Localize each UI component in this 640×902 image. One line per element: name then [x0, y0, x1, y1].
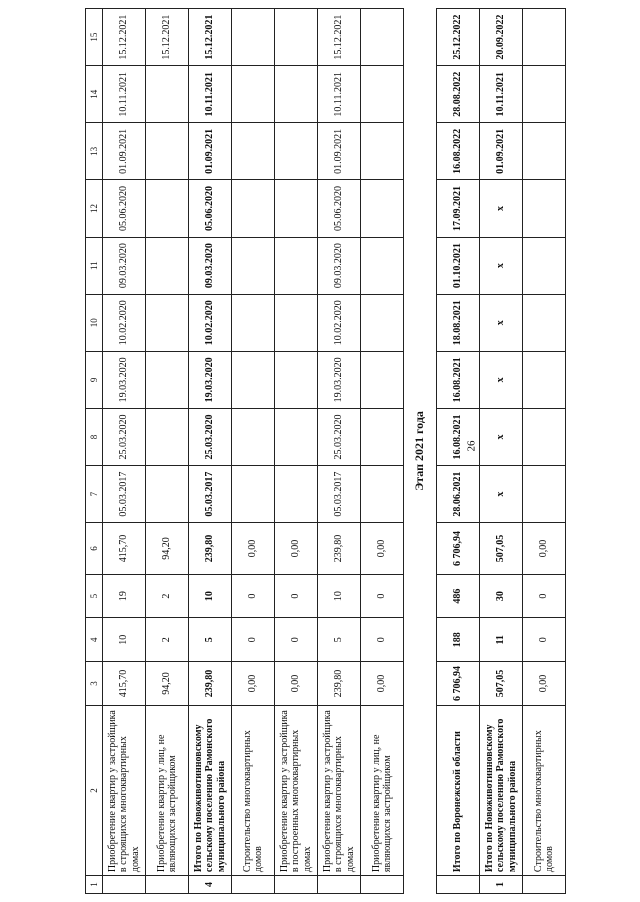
row-value [275, 294, 318, 351]
row-value [275, 9, 318, 66]
row-value: 5 [189, 618, 232, 662]
table-row [437, 9, 480, 894]
row-value: 05.06.2020 [318, 180, 361, 237]
row-value: 16.08.2022 [437, 123, 480, 180]
table-row [146, 9, 189, 894]
row-value: 01.10.2021 [437, 237, 480, 294]
row-value: 25.12.2022 [437, 9, 480, 66]
row-number [275, 876, 318, 894]
row-value: 0 [523, 574, 566, 618]
row-value [232, 123, 275, 180]
row-value [523, 123, 566, 180]
row-value: 01.09.2021 [189, 123, 232, 180]
row-value [523, 66, 566, 123]
row-number [146, 876, 189, 894]
row-number [318, 876, 361, 894]
row-value [146, 66, 189, 123]
row-value: 15.12.2021 [103, 9, 146, 66]
row-value: x [480, 180, 523, 237]
row-value: x [480, 408, 523, 465]
row-value: 239,80 [318, 523, 361, 575]
row-value: 11 [480, 618, 523, 662]
row-value [361, 351, 404, 408]
row-value [146, 237, 189, 294]
row-value [232, 66, 275, 123]
row-value: 0 [523, 618, 566, 662]
row-value: 01.09.2021 [318, 123, 361, 180]
row-value: 05.03.2017 [103, 466, 146, 523]
row-value [275, 180, 318, 237]
row-number [437, 876, 480, 894]
schedule-table [85, 8, 566, 894]
row-value: 05.03.2017 [189, 466, 232, 523]
column-number: 8 [86, 408, 103, 465]
row-name: Приобретение квартир у лиц, не являющихся застройщиком [146, 705, 189, 875]
row-value: 239,80 [189, 662, 232, 706]
column-number: 5 [86, 574, 103, 618]
row-value: 10.11.2021 [189, 66, 232, 123]
row-value: x [480, 466, 523, 523]
row-value [361, 466, 404, 523]
column-number: 14 [86, 66, 103, 123]
row-value: 507,05 [480, 523, 523, 575]
row-value: 188 [437, 618, 480, 662]
column-number: 10 [86, 294, 103, 351]
row-value: 6 706,94 [437, 523, 480, 575]
row-name: Приобретение квартир у застройщика в строящихся многоквартирных домах [103, 705, 146, 875]
row-value [361, 66, 404, 123]
row-number [361, 876, 404, 894]
row-value [232, 466, 275, 523]
row-name: Итого по Новоживотинновскому сельскому поселению Рамонского муниципального района [480, 705, 523, 875]
row-value: x [480, 351, 523, 408]
row-value [361, 408, 404, 465]
row-value: 01.09.2021 [103, 123, 146, 180]
row-value: 0,00 [232, 662, 275, 706]
row-value: 28.08.2022 [437, 66, 480, 123]
row-name: Итого по Воронежской области [437, 705, 480, 875]
row-value: 0,00 [275, 662, 318, 706]
column-number: 7 [86, 466, 103, 523]
row-value: 0,00 [523, 523, 566, 575]
row-value [275, 123, 318, 180]
column-number: 3 [86, 662, 103, 706]
row-value [523, 237, 566, 294]
row-value [232, 237, 275, 294]
row-value: 25.03.2020 [103, 408, 146, 465]
row-value [523, 408, 566, 465]
row-value: 15.12.2021 [189, 9, 232, 66]
row-value: 10.11.2021 [103, 66, 146, 123]
row-name: Приобретение квартир у застройщика в строящихся многоквартирных домах [318, 705, 361, 875]
column-number: 12 [86, 180, 103, 237]
row-value [232, 408, 275, 465]
row-value [523, 466, 566, 523]
column-number: 13 [86, 123, 103, 180]
row-value [361, 9, 404, 66]
row-value [275, 66, 318, 123]
row-value: 239,80 [189, 523, 232, 575]
row-value [275, 408, 318, 465]
row-value: 10 [103, 618, 146, 662]
row-value: 01.09.2021 [480, 123, 523, 180]
row-value: 16.08.2021 [437, 351, 480, 408]
row-value: 10.02.2020 [103, 294, 146, 351]
column-number: 4 [86, 618, 103, 662]
row-value: 239,80 [318, 662, 361, 706]
row-value: 0,00 [232, 523, 275, 575]
row-name: Приобретение квартир у лиц, не являющихся застройщиком [361, 705, 404, 875]
row-value: 15.12.2021 [318, 9, 361, 66]
row-number: 4 [189, 876, 232, 894]
row-name: Приобретение квартир у застройщика в построенных многоквартирных домах [275, 705, 318, 875]
row-value: 19.03.2020 [318, 351, 361, 408]
row-value: 0 [232, 574, 275, 618]
row-value [361, 294, 404, 351]
table-row [318, 9, 361, 894]
row-value: 15.12.2021 [146, 9, 189, 66]
column-number: 2 [86, 705, 103, 875]
row-value: 10 [318, 574, 361, 618]
row-value: 18.08.2021 [437, 294, 480, 351]
row-value: 0,00 [361, 523, 404, 575]
row-value: 2 [146, 574, 189, 618]
row-value [523, 9, 566, 66]
row-name: Строительство многоквартирных домов [523, 705, 566, 875]
row-value: 10 [189, 574, 232, 618]
row-number [232, 876, 275, 894]
row-value: 415,70 [103, 523, 146, 575]
row-value: 05.06.2020 [103, 180, 146, 237]
row-value [523, 294, 566, 351]
table-row [103, 9, 146, 894]
row-value: 5 [318, 618, 361, 662]
row-value: 0,00 [523, 662, 566, 706]
row-value [146, 180, 189, 237]
row-value [361, 237, 404, 294]
column-number: 9 [86, 351, 103, 408]
column-number: 1 [86, 876, 103, 894]
stage-title: Этап 2021 года [404, 9, 437, 894]
row-value [232, 294, 275, 351]
column-number: 11 [86, 237, 103, 294]
table-row [523, 9, 566, 894]
row-value: 0 [361, 618, 404, 662]
table-row [480, 9, 523, 894]
row-value [232, 180, 275, 237]
row-value [275, 237, 318, 294]
row-value [146, 408, 189, 465]
row-value: 507,05 [480, 662, 523, 706]
row-value: 20.09.2022 [480, 9, 523, 66]
column-number: 6 [86, 523, 103, 575]
row-value [523, 351, 566, 408]
row-value: 6 706,94 [437, 662, 480, 706]
row-value: x [480, 237, 523, 294]
row-value: 0 [275, 574, 318, 618]
row-value [146, 351, 189, 408]
column-number: 15 [86, 9, 103, 66]
row-value: 10.11.2021 [318, 66, 361, 123]
row-number [523, 876, 566, 894]
row-value: 19.03.2020 [103, 351, 146, 408]
row-name: Строительство многоквартирных домов [232, 705, 275, 875]
column-number-row [86, 9, 103, 894]
row-value [361, 180, 404, 237]
row-value: 0 [275, 618, 318, 662]
row-value [146, 466, 189, 523]
row-value: 17.09.2021 [437, 180, 480, 237]
row-value: 28.06.2021 [437, 466, 480, 523]
row-value: 25.03.2020 [318, 408, 361, 465]
row-value: 0,00 [361, 662, 404, 706]
row-value: 94,20 [146, 523, 189, 575]
row-value: 05.03.2017 [318, 466, 361, 523]
row-value: 19.03.2020 [189, 351, 232, 408]
table-row [232, 9, 275, 894]
row-value: x [480, 294, 523, 351]
row-value: 10.02.2020 [189, 294, 232, 351]
row-value: 0 [361, 574, 404, 618]
row-value: 05.06.2020 [189, 180, 232, 237]
row-number [103, 876, 146, 894]
row-name: Итого по Новоживотинновскому сельскому поселению Рамонского муниципального района [189, 705, 232, 875]
row-value [146, 294, 189, 351]
row-value [275, 351, 318, 408]
row-value [523, 180, 566, 237]
row-value [146, 123, 189, 180]
stage-row [404, 9, 437, 894]
row-value: 94,20 [146, 662, 189, 706]
row-value [232, 9, 275, 66]
row-value: 10.11.2021 [480, 66, 523, 123]
row-value: 16.08.2021 [437, 408, 480, 465]
row-value: 0 [232, 618, 275, 662]
page-number: 26 [465, 440, 478, 452]
row-value: 09.03.2020 [318, 237, 361, 294]
row-value: 25.03.2020 [189, 408, 232, 465]
table-row [189, 9, 232, 894]
rotated-table-sheet [85, 8, 631, 894]
row-value [361, 123, 404, 180]
row-value: 30 [480, 574, 523, 618]
table-row [275, 9, 318, 894]
row-value: 10.02.2020 [318, 294, 361, 351]
row-value: 0,00 [275, 523, 318, 575]
row-value: 09.03.2020 [189, 237, 232, 294]
row-number: 1 [480, 876, 523, 894]
row-value: 2 [146, 618, 189, 662]
row-value [275, 466, 318, 523]
row-value: 486 [437, 574, 480, 618]
row-value: 415,70 [103, 662, 146, 706]
row-value: 19 [103, 574, 146, 618]
row-value: 09.03.2020 [103, 237, 146, 294]
table-row [361, 9, 404, 894]
row-value [232, 351, 275, 408]
